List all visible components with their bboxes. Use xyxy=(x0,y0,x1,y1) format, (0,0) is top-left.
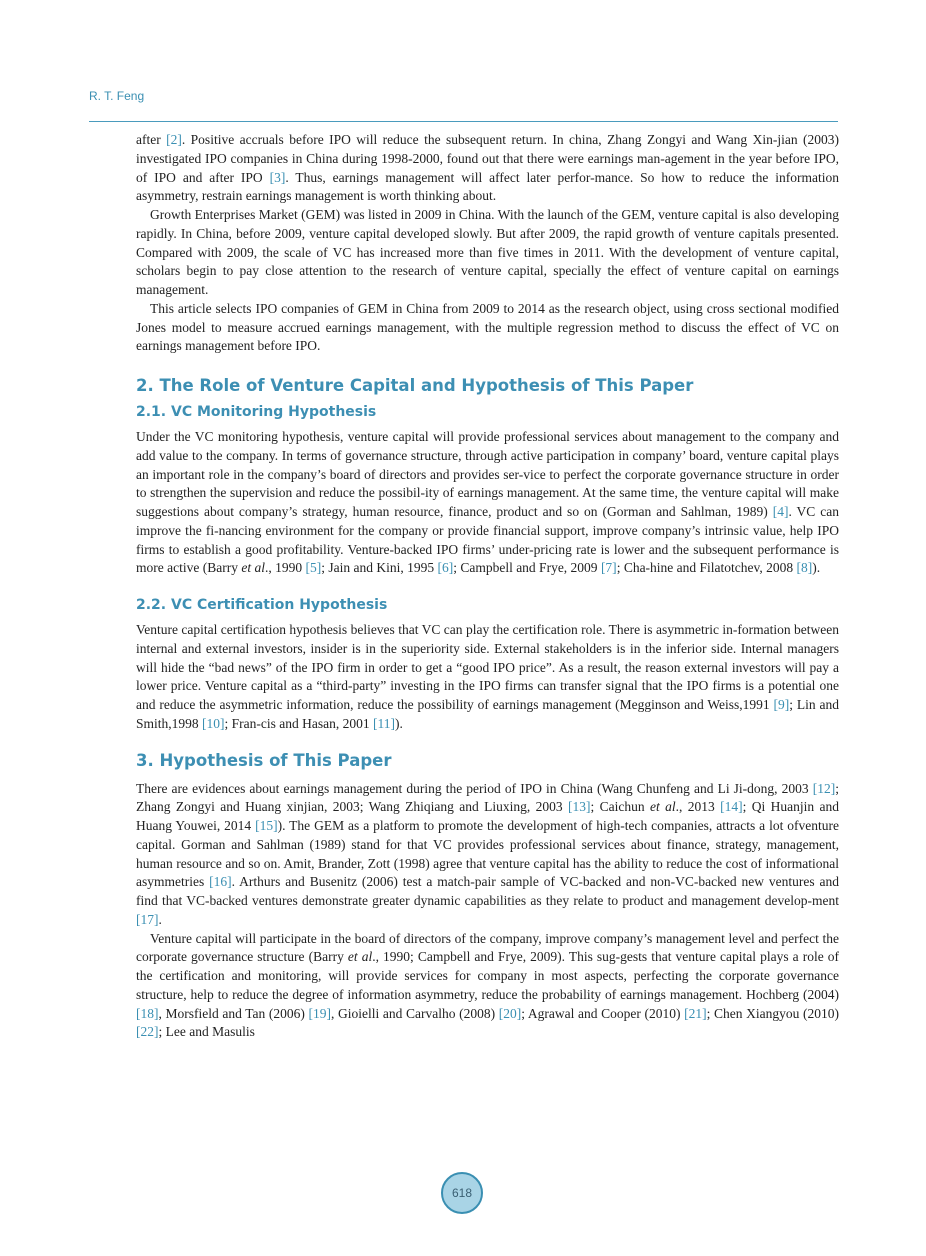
page-number-badge: 618 xyxy=(441,1172,483,1214)
citation-link[interactable]: [13] xyxy=(568,799,591,815)
section-2-1-heading: 2.1. VC Monitoring Hypothesis xyxy=(136,404,377,420)
intro-paragraph-3: This article selects IPO companies of GEM in China from 2009 to 2014 as the research object, using cross sectional modified Jones model to measure accrued earnings management, with the multiple regression method to discuss the effect of VC on earnings management before IPO. xyxy=(136,300,839,354)
citation-link[interactable]: [14] xyxy=(720,799,743,815)
article-body xyxy=(136,131,839,1042)
intro-paragraph-1: after [2]. Positive accruals before IPO will reduce the subsequent return. In china, Zhang Zongyi and Wang Xin-jian (2003) investigated IPO companies in China during 1998-2000, found out that there were earnings man-agement in the year before IPO, of IPO and after IPO [3]. Thus, earnings management will affect later perfor-mance. So how to reduce the information asymmetry, restrain earnings management is worth thinking about. xyxy=(136,132,839,204)
citation-link[interactable]: [19] xyxy=(308,1005,332,1021)
section-3-paragraph-2: Venture capital will participate in the board of directors of the company, improve company’s management level and perfect the corporate governance structure (Barry et al., 1990; Campbell and Frye, 2009). This sug-gests that venture capital plays a role of the certification and monitoring, will provide services for company in most aspects, perfecting the corporate governance structure, help to reduce the degree of information asymmetry, reduce the probability of earnings management. Hochberg (2004) [18], Morsfield and Tan (2006) [19], Gioielli and Carvalho (2008) [20]; Agrawal and Cooper (2010) [21]; Chen Xiangyou (2010) [22]; Lee and Masulis xyxy=(136,930,840,1040)
citation-link[interactable]: [22] xyxy=(136,1024,159,1040)
section-3-paragraph-1: There are evidences about earnings management during the period of IPO in China (Wang Chunfeng and Li Ji-dong, 2003 [12]; Zhang Zongyi and Huang xinjian, 2003; Wang Zhiqiang and Liuxing, 2003 [13]; Caichun et al., 2013 [14]; Qi Huanjin and Huang Youwei, 2014 [15]). The GEM as a platform to promote the development of high-tech companies, attracts a lot ofventure capital. Gorman and Sahlman (1989) stand for that VC provides professional services about finance, strategy, management, human resource and so on. Amit, Brander, Zott (1998) agree that venture capital has the ability to reduce the cost of informational asymmetries [16]. Arthurs and Busenitz (2006) test a match-pair sample of VC-backed and non-VC-backed new ventures and find that VC-backed ventures demonstrate greater dynamic capabilities as they relate to product and management develop-ment [17]. xyxy=(136,780,840,927)
citation-link[interactable]: [15] xyxy=(255,818,278,833)
intro-paragraph-2: Growth Enterprises Market (GEM) was listed in 2009 in China. With the launch of the GEM, venture capital is also developing rapidly. In China, before 2009, venture capital developed slowly. But after 2009, the rapid growth of venture capitals presented. Compared with 2009, the scale of VC has increased more than five times in 2011. With the development of venture capital, scholars begin to pay close attention to the research of venture capital, specially the effect of venture capital on earnings management. xyxy=(136,207,839,297)
citation-link[interactable]: [18] xyxy=(136,1005,159,1021)
citation-link[interactable]: [16] xyxy=(209,874,232,890)
section-2-1-paragraph: Under the VC monitoring hypothesis, venture capital will provide professional services about management to the company and add value to the company. In terms of governance structure, through active participation in company’ board, venture capital plays an important role in the company’s board of directors and provides ser-vice to perfect the corporate governance structure in order to strengthen the supervision and reduce the possibil-ity of earnings management. At the same time, the venture capital will make suggestions about company’s strategy, human resource, finance, product and so on (Gorman and Sahlman, 1989) [4]. VC can improve the fi-nancing environment for the company or provide financial support, improve company’s intrinsic value, help IPO firms to establish a good profitability. Venture-backed IPO firms’ under-pricing rate is lower and the subsequent performance is more active (Barry et al., 1990 [5]; Jain and Kini, 1995 [6]; Campbell and Frye, 2009 [7]; Cha-hine and Filatotchev, 2008 [8]). xyxy=(136,429,840,576)
citation-link[interactable]: [17] xyxy=(136,911,159,927)
section-2-2-paragraph: Venture capital certification hypothesis believes that VC can play the certification role. There is asymmetric in-formation between internal and external investors, insider is in the superiority side. External stakeholders is in the inferior side. Internal managers will hide the “bad news” of the IPO firm in order to get a “good IPO price”. As a result, the reason external investors will pay a lower price. Venture capital as a “third-party” investing in the IPO firms can transfer signal that the IPO firms is a potential one and reduce the asymmetric information, reduce the possibility of earnings management (Megginson and Weiss,1991 [9]; Lin and Smith,1998 [10]; Fran-cis and Hasan, 2001 [11]). xyxy=(136,622,839,731)
citation-link[interactable]: [6] xyxy=(437,560,454,576)
section-2-2-heading: 2.2. VC Certification Hypothesis xyxy=(136,597,388,613)
citation-link[interactable]: [8] xyxy=(796,560,813,576)
citation-link[interactable]: [4] xyxy=(772,504,789,519)
running-head: R. T. Feng xyxy=(89,89,145,103)
citation-link[interactable]: [21] xyxy=(684,1005,707,1021)
citation-link[interactable]: [7] xyxy=(600,560,617,576)
section-3-heading: 3. Hypothesis of This Paper xyxy=(136,750,392,770)
header-rule xyxy=(89,121,838,122)
section-2-heading: 2. The Role of Venture Capital and Hypothesis of This Paper xyxy=(136,376,694,395)
citation-link[interactable]: [12] xyxy=(812,780,836,796)
citation-link[interactable]: [10] xyxy=(202,715,225,731)
citation-link[interactable]: [20] xyxy=(498,1005,522,1021)
citation-link[interactable]: [11] xyxy=(372,715,395,731)
citation-link[interactable]: [5] xyxy=(305,560,322,576)
citation-link[interactable]: [3] xyxy=(269,169,286,185)
citation-link[interactable]: [9] xyxy=(773,697,790,712)
citation-link[interactable]: [2] xyxy=(166,132,182,147)
